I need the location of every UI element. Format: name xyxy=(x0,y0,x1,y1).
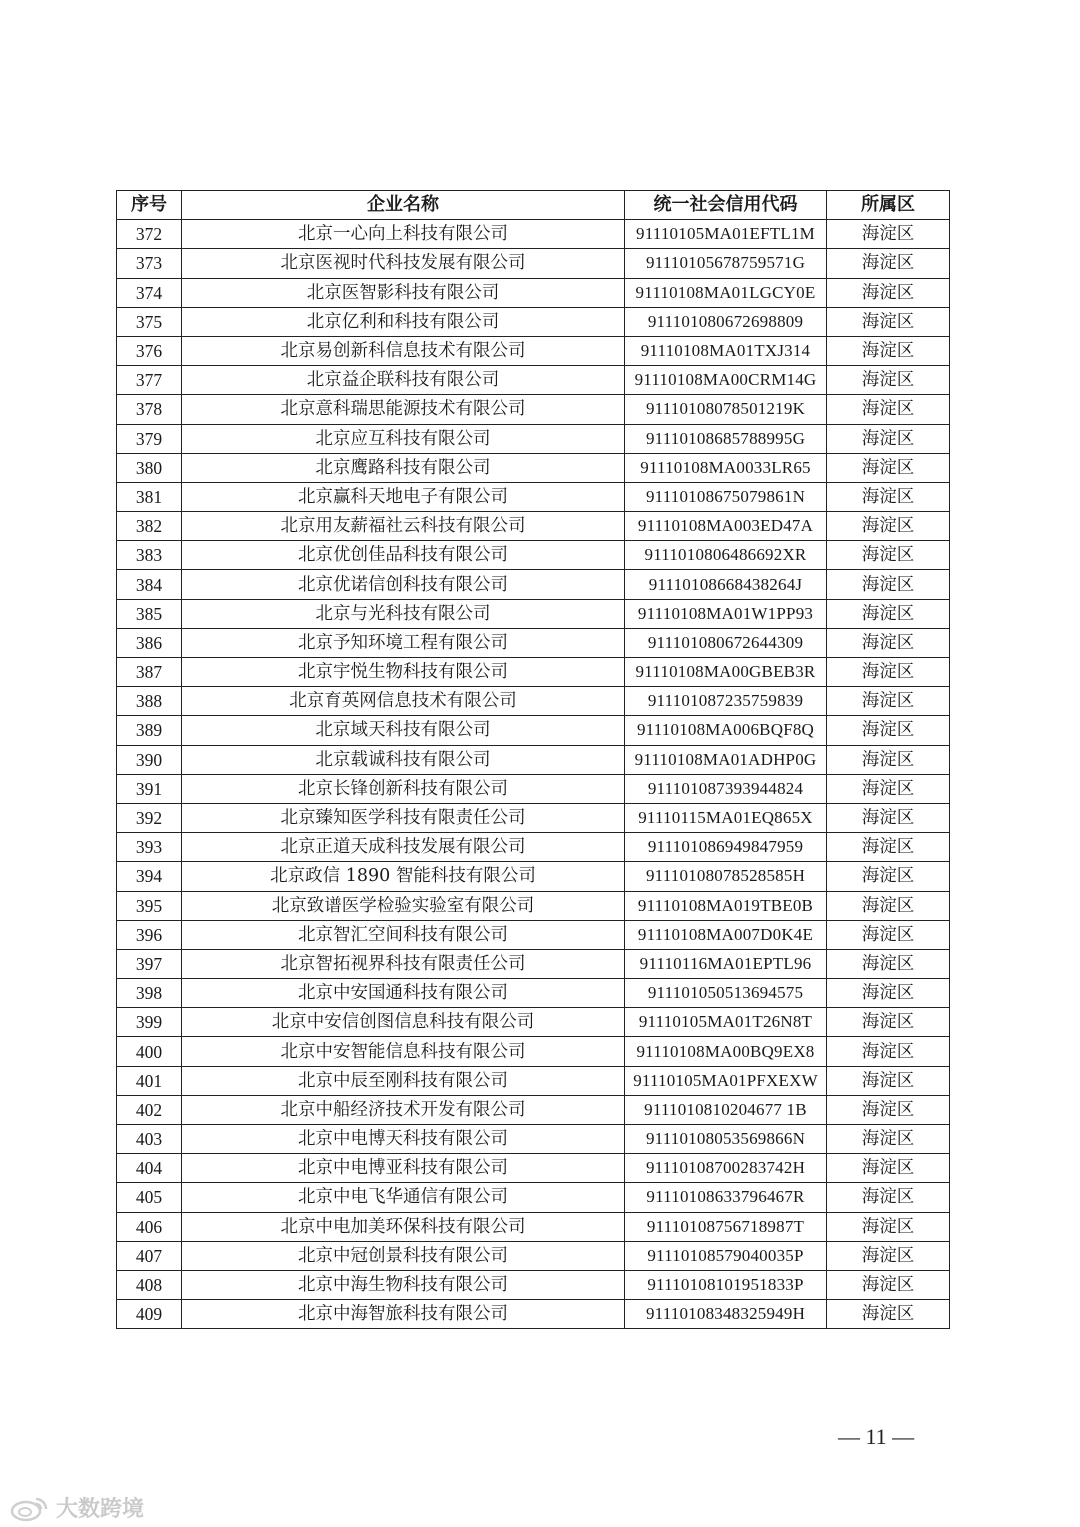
cell-district: 海淀区 xyxy=(827,1183,950,1212)
cell-seq: 408 xyxy=(117,1270,182,1299)
cell-district: 海淀区 xyxy=(827,949,950,978)
table-row xyxy=(117,745,950,774)
cell-company-name: 北京正道天成科技发展有限公司 xyxy=(182,833,625,862)
table-body xyxy=(117,220,950,1329)
cell-company-name: 北京中海生物科技有限公司 xyxy=(182,1270,625,1299)
cell-credit-code: 91110105678759571G xyxy=(625,249,827,278)
cell-district: 海淀区 xyxy=(827,1270,950,1299)
cell-district: 海淀区 xyxy=(827,891,950,920)
cell-company-name: 北京意科瑞思能源技术有限公司 xyxy=(182,395,625,424)
cell-company-name: 北京一心向上科技有限公司 xyxy=(182,220,625,249)
table-row xyxy=(117,424,950,453)
cell-credit-code: 911101086949847959 xyxy=(625,833,827,862)
table-row xyxy=(117,220,950,249)
weibo-logo-icon xyxy=(10,1493,50,1523)
cell-company-name: 北京中电加美环保科技有限公司 xyxy=(182,1212,625,1241)
cell-credit-code: 91110108101951833P xyxy=(625,1270,827,1299)
cell-district: 海淀区 xyxy=(827,278,950,307)
cell-district: 海淀区 xyxy=(827,1154,950,1183)
cell-company-name: 北京中辰至刚科技有限公司 xyxy=(182,1066,625,1095)
cell-credit-code: 91110108MA01W1PP93 xyxy=(625,599,827,628)
cell-credit-code: 91110108668438264J xyxy=(625,570,827,599)
cell-seq: 373 xyxy=(117,249,182,278)
cell-credit-code: 91110108756718987T xyxy=(625,1212,827,1241)
cell-company-name: 北京中冠创景科技有限公司 xyxy=(182,1241,625,1270)
cell-district: 海淀区 xyxy=(827,628,950,657)
cell-district: 海淀区 xyxy=(827,453,950,482)
cell-seq: 386 xyxy=(117,628,182,657)
table-row xyxy=(117,336,950,365)
cell-company-name: 北京亿利和科技有限公司 xyxy=(182,307,625,336)
cell-seq: 394 xyxy=(117,862,182,891)
table-row xyxy=(117,1037,950,1066)
table-row xyxy=(117,1212,950,1241)
cell-seq: 406 xyxy=(117,1212,182,1241)
cell-company-name: 北京智拓视界科技有限责任公司 xyxy=(182,949,625,978)
cell-credit-code: 91110108053569866N xyxy=(625,1125,827,1154)
cell-company-name: 北京赢科天地电子有限公司 xyxy=(182,482,625,511)
table-row xyxy=(117,628,950,657)
cell-district: 海淀区 xyxy=(827,482,950,511)
cell-company-name: 北京优创佳品科技有限公司 xyxy=(182,541,625,570)
cell-credit-code: 91110108MA00CRM14G xyxy=(625,366,827,395)
company-list-table xyxy=(116,190,950,1329)
cell-district: 海淀区 xyxy=(827,512,950,541)
table-row xyxy=(117,1154,950,1183)
cell-district: 海淀区 xyxy=(827,395,950,424)
cell-seq: 390 xyxy=(117,745,182,774)
cell-district: 海淀区 xyxy=(827,979,950,1008)
cell-company-name: 北京中电博天科技有限公司 xyxy=(182,1125,625,1154)
cell-company-name: 北京应互科技有限公司 xyxy=(182,424,625,453)
cell-seq: 372 xyxy=(117,220,182,249)
cell-district: 海淀区 xyxy=(827,599,950,628)
table-row xyxy=(117,658,950,687)
cell-seq: 376 xyxy=(117,336,182,365)
cell-district: 海淀区 xyxy=(827,1241,950,1270)
cell-seq: 375 xyxy=(117,307,182,336)
cell-seq: 407 xyxy=(117,1241,182,1270)
cell-district: 海淀区 xyxy=(827,1066,950,1095)
cell-company-name: 北京宇悦生物科技有限公司 xyxy=(182,658,625,687)
cell-company-name: 北京中船经济技术开发有限公司 xyxy=(182,1095,625,1124)
cell-seq: 392 xyxy=(117,803,182,832)
cell-credit-code: 91110108MA01LGCY0E xyxy=(625,278,827,307)
cell-company-name: 北京优诺信创科技有限公司 xyxy=(182,570,625,599)
cell-seq: 385 xyxy=(117,599,182,628)
table-row xyxy=(117,891,950,920)
table-row xyxy=(117,482,950,511)
cell-seq: 383 xyxy=(117,541,182,570)
table-row xyxy=(117,395,950,424)
table-row xyxy=(117,1008,950,1037)
table-row xyxy=(117,979,950,1008)
cell-seq: 401 xyxy=(117,1066,182,1095)
cell-district: 海淀区 xyxy=(827,1095,950,1124)
table-row xyxy=(117,570,950,599)
cell-seq: 389 xyxy=(117,716,182,745)
cell-district: 海淀区 xyxy=(827,570,950,599)
watermark xyxy=(10,1492,144,1523)
cell-credit-code: 91110108078528585H xyxy=(625,862,827,891)
table-row xyxy=(117,774,950,803)
table-row xyxy=(117,541,950,570)
table-row xyxy=(117,833,950,862)
cell-district: 海淀区 xyxy=(827,1125,950,1154)
cell-company-name: 北京易创新科信息技术有限公司 xyxy=(182,336,625,365)
table-row xyxy=(117,803,950,832)
watermark-text: 大数跨境 xyxy=(56,1497,145,1522)
cell-company-name: 北京用友薪福社云科技有限公司 xyxy=(182,512,625,541)
cell-company-name: 北京长锋创新科技有限公司 xyxy=(182,774,625,803)
cell-company-name: 北京臻知医学科技有限责任公司 xyxy=(182,803,625,832)
cell-district: 海淀区 xyxy=(827,774,950,803)
cell-credit-code: 91110115MA01EQ865X xyxy=(625,803,827,832)
cell-credit-code: 91110108MA003ED47A xyxy=(625,512,827,541)
table-row xyxy=(117,949,950,978)
cell-credit-code: 91110108348325949H xyxy=(625,1300,827,1329)
cell-credit-code: 911101087393944824 xyxy=(625,774,827,803)
cell-company-name: 北京致谱医学检验实验室有限公司 xyxy=(182,891,625,920)
cell-seq: 391 xyxy=(117,774,182,803)
table-row xyxy=(117,512,950,541)
cell-district: 海淀区 xyxy=(827,307,950,336)
table-row xyxy=(117,862,950,891)
cell-seq: 397 xyxy=(117,949,182,978)
cell-seq: 403 xyxy=(117,1125,182,1154)
cell-credit-code: 911101050513694575 xyxy=(625,979,827,1008)
cell-seq: 379 xyxy=(117,424,182,453)
cell-company-name: 北京政信 1890 智能科技有限公司 xyxy=(182,862,625,891)
cell-district: 海淀区 xyxy=(827,249,950,278)
cell-district: 海淀区 xyxy=(827,1037,950,1066)
cell-seq: 395 xyxy=(117,891,182,920)
table-row xyxy=(117,307,950,336)
cell-district: 海淀区 xyxy=(827,833,950,862)
cell-seq: 384 xyxy=(117,570,182,599)
cell-company-name: 北京中安智能信息科技有限公司 xyxy=(182,1037,625,1066)
cell-district: 海淀区 xyxy=(827,1008,950,1037)
cell-district: 海淀区 xyxy=(827,803,950,832)
cell-district: 海淀区 xyxy=(827,658,950,687)
cell-seq: 400 xyxy=(117,1037,182,1066)
cell-company-name: 北京中海智旅科技有限公司 xyxy=(182,1300,625,1329)
table-row xyxy=(117,1095,950,1124)
cell-credit-code: 91110108633796467R xyxy=(625,1183,827,1212)
cell-district: 海淀区 xyxy=(827,366,950,395)
table-row xyxy=(117,1066,950,1095)
cell-district: 海淀区 xyxy=(827,687,950,716)
cell-credit-code: 91110105MA01T26N8T xyxy=(625,1008,827,1037)
cell-credit-code: 91110108MA01TXJ314 xyxy=(625,336,827,365)
cell-seq: 393 xyxy=(117,833,182,862)
cell-credit-code: 91110108MA01ADHP0G xyxy=(625,745,827,774)
cell-district: 海淀区 xyxy=(827,1212,950,1241)
cell-district: 海淀区 xyxy=(827,862,950,891)
cell-seq: 405 xyxy=(117,1183,182,1212)
cell-credit-code: 91110108675079861N xyxy=(625,482,827,511)
cell-company-name: 北京智汇空间科技有限公司 xyxy=(182,920,625,949)
cell-seq: 399 xyxy=(117,1008,182,1037)
cell-company-name: 北京予知环境工程有限公司 xyxy=(182,628,625,657)
cell-credit-code: 91110108MA019TBE0B xyxy=(625,891,827,920)
table-row xyxy=(117,920,950,949)
cell-credit-code: 9111010806486692XR xyxy=(625,541,827,570)
cell-company-name: 北京鹰路科技有限公司 xyxy=(182,453,625,482)
cell-seq: 402 xyxy=(117,1095,182,1124)
cell-company-name: 北京域天科技有限公司 xyxy=(182,716,625,745)
table-row xyxy=(117,1300,950,1329)
cell-company-name: 北京育英网信息技术有限公司 xyxy=(182,687,625,716)
cell-credit-code: 91110105MA01PFXEXW xyxy=(625,1066,827,1095)
cell-credit-code: 91110108MA007D0K4E xyxy=(625,920,827,949)
cell-seq: 374 xyxy=(117,278,182,307)
table-row xyxy=(117,1183,950,1212)
cell-credit-code: 911101080672698809 xyxy=(625,307,827,336)
company-list-table-container xyxy=(116,190,949,1329)
cell-district: 海淀区 xyxy=(827,745,950,774)
cell-credit-code: 91110108MA00GBEB3R xyxy=(625,658,827,687)
table-row xyxy=(117,366,950,395)
cell-district: 海淀区 xyxy=(827,336,950,365)
table-row xyxy=(117,716,950,745)
header-company-name: 企业名称 xyxy=(182,191,625,220)
cell-district: 海淀区 xyxy=(827,220,950,249)
table-header-row xyxy=(117,191,950,220)
cell-credit-code: 91110108078501219K xyxy=(625,395,827,424)
cell-seq: 398 xyxy=(117,979,182,1008)
page-number: — 11 — xyxy=(838,1424,915,1449)
cell-credit-code: 91110116MA01EPTL96 xyxy=(625,949,827,978)
table-row xyxy=(117,1270,950,1299)
cell-seq: 378 xyxy=(117,395,182,424)
table-row xyxy=(117,249,950,278)
table-row xyxy=(117,278,950,307)
cell-seq: 409 xyxy=(117,1300,182,1329)
cell-company-name: 北京医视时代科技发展有限公司 xyxy=(182,249,625,278)
table-row xyxy=(117,453,950,482)
cell-company-name: 北京中安信创图信息科技有限公司 xyxy=(182,1008,625,1037)
cell-company-name: 北京中电飞华通信有限公司 xyxy=(182,1183,625,1212)
cell-company-name: 北京益企联科技有限公司 xyxy=(182,366,625,395)
cell-credit-code: 91110108MA006BQF8Q xyxy=(625,716,827,745)
cell-company-name: 北京载诚科技有限公司 xyxy=(182,745,625,774)
header-district: 所属区 xyxy=(827,191,950,220)
cell-company-name: 北京中电博亚科技有限公司 xyxy=(182,1154,625,1183)
cell-seq: 388 xyxy=(117,687,182,716)
cell-district: 海淀区 xyxy=(827,920,950,949)
cell-district: 海淀区 xyxy=(827,424,950,453)
table-row xyxy=(117,599,950,628)
cell-credit-code: 91110108685788995G xyxy=(625,424,827,453)
table-row xyxy=(117,1241,950,1270)
cell-company-name: 北京中安国通科技有限公司 xyxy=(182,979,625,1008)
cell-district: 海淀区 xyxy=(827,716,950,745)
cell-credit-code: 91110105MA01EFTL1M xyxy=(625,220,827,249)
cell-seq: 396 xyxy=(117,920,182,949)
cell-credit-code: 911101080672644309 xyxy=(625,628,827,657)
cell-seq: 377 xyxy=(117,366,182,395)
cell-credit-code: 91110108579040035P xyxy=(625,1241,827,1270)
table-row xyxy=(117,687,950,716)
cell-credit-code: 91110108700283742H xyxy=(625,1154,827,1183)
cell-district: 海淀区 xyxy=(827,541,950,570)
header-seq: 序号 xyxy=(117,191,182,220)
header-credit-code: 统一社会信用代码 xyxy=(625,191,827,220)
cell-seq: 382 xyxy=(117,512,182,541)
cell-seq: 387 xyxy=(117,658,182,687)
cell-credit-code: 9111010810204677 1B xyxy=(625,1095,827,1124)
cell-credit-code: 911101087235759839 xyxy=(625,687,827,716)
cell-company-name: 北京医智影科技有限公司 xyxy=(182,278,625,307)
cell-credit-code: 91110108MA0033LR65 xyxy=(625,453,827,482)
cell-seq: 380 xyxy=(117,453,182,482)
table-row xyxy=(117,1125,950,1154)
cell-seq: 381 xyxy=(117,482,182,511)
cell-district: 海淀区 xyxy=(827,1300,950,1329)
cell-company-name: 北京与光科技有限公司 xyxy=(182,599,625,628)
cell-credit-code: 91110108MA00BQ9EX8 xyxy=(625,1037,827,1066)
cell-seq: 404 xyxy=(117,1154,182,1183)
